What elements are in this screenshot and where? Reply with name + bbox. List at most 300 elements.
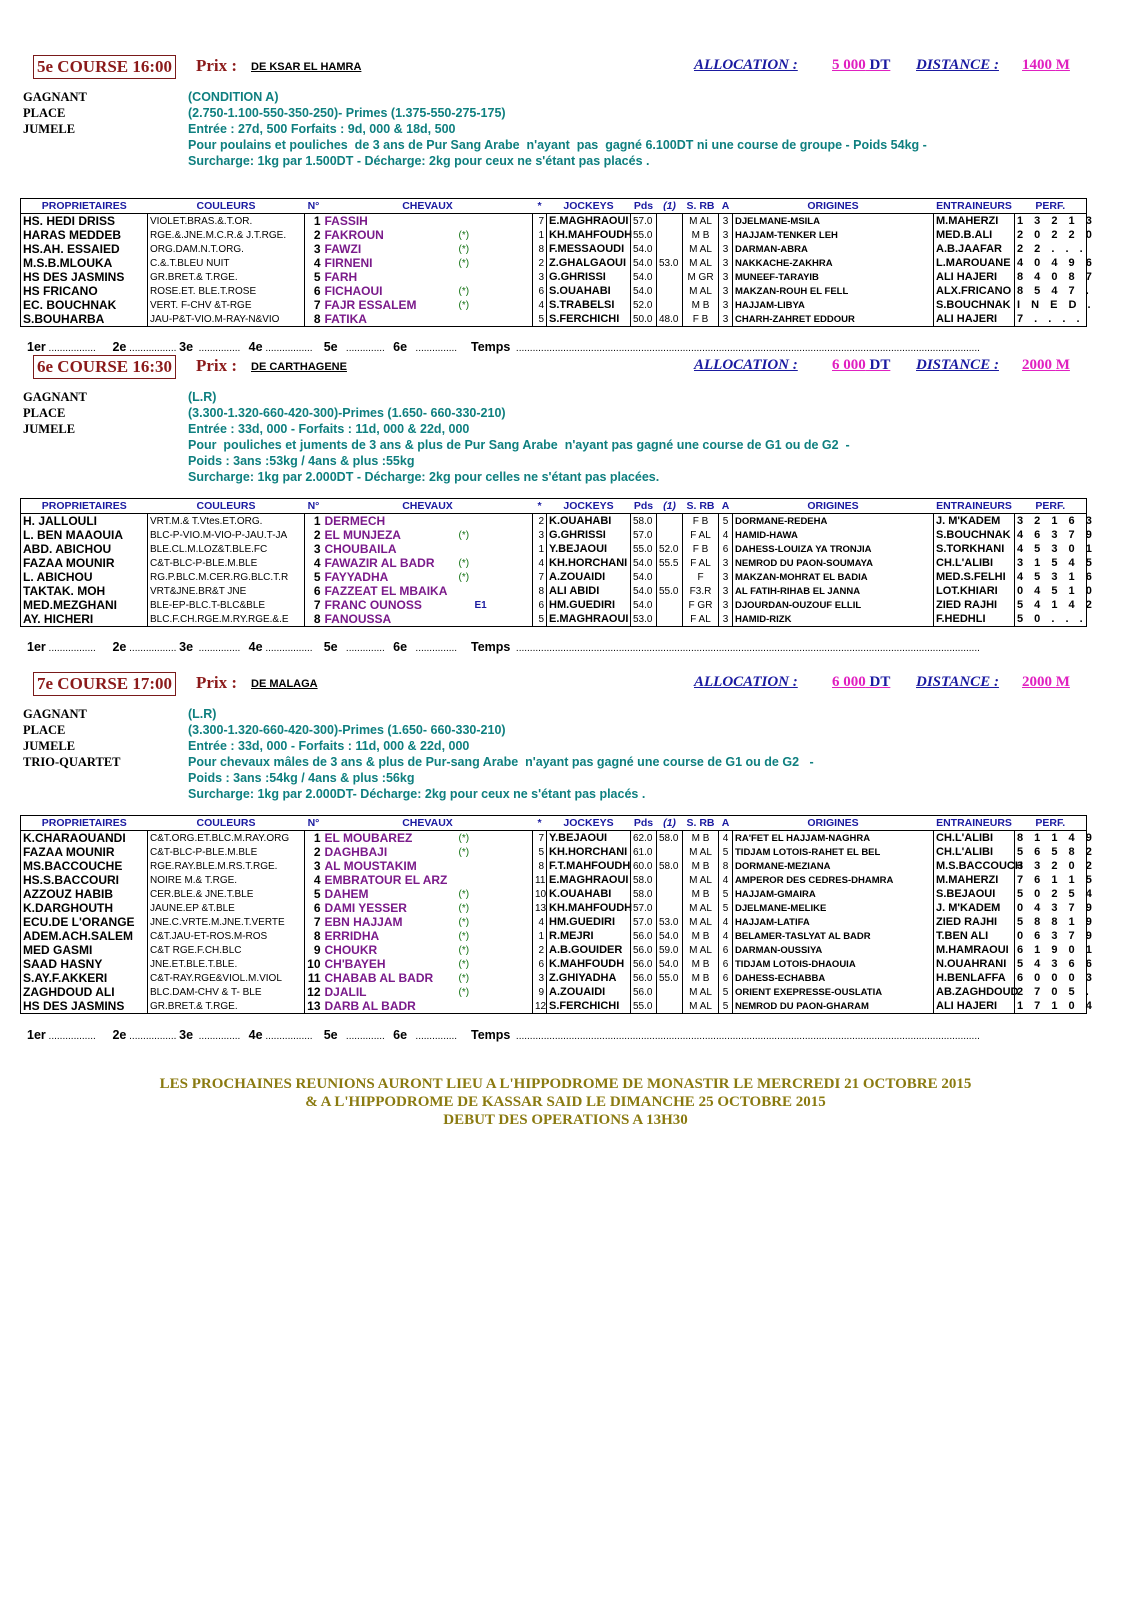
race-header	[20, 672, 1112, 696]
cell-orig: HAMID-HAWA	[733, 528, 934, 542]
cell-orig: TIDJAM LOTOIS-DHAOUIA	[733, 957, 934, 971]
horse-name: FARH	[324, 269, 358, 284]
horse-name: FRANC OUNOSS	[324, 597, 422, 612]
cell-col: JNE.C.VRTE.M.JNE.T.VERTE	[148, 915, 305, 929]
results-line[interactable]	[27, 1028, 980, 1042]
cell-pds: 54.0	[631, 556, 657, 570]
fill-dots[interactable]: ...............	[407, 1030, 471, 1042]
results-line[interactable]	[27, 340, 980, 354]
cell-ord: 1	[533, 542, 547, 556]
cell-perf: 6 0 0 0 3	[1015, 971, 1087, 985]
cell-ent: J. M'KADEM	[934, 514, 1015, 529]
cell-srb: M AL	[683, 873, 719, 887]
cell-srb: M AL	[683, 214, 719, 229]
cell-ord: 6	[533, 284, 547, 298]
cell-ent: M.MAHERZI	[934, 873, 1015, 887]
first-time-marker: (*)	[458, 846, 470, 858]
cell-prop: S.BOUHARBA	[23, 311, 105, 326]
runner-row[interactable]	[21, 284, 1087, 298]
cell-num: 5	[305, 270, 323, 284]
runner-row[interactable]	[21, 887, 1087, 901]
first-time-marker: (*)	[458, 285, 470, 297]
runner-row[interactable]	[21, 929, 1087, 943]
cell-jockey: KH.HORCHANI	[547, 845, 631, 859]
cell-a: 4	[719, 873, 733, 887]
column-header: ORIGINES	[733, 199, 934, 214]
cell-prop: H. JALLOULI	[21, 514, 148, 529]
cell-pds2	[657, 901, 683, 915]
first-time-marker: (*)	[458, 243, 470, 255]
cell-num: 4	[305, 256, 323, 270]
cell-pds: 58.0	[631, 887, 657, 901]
cell-ent: ALI HAJERI	[934, 312, 1015, 327]
runner-row[interactable]	[21, 242, 1087, 256]
horse-name: DJALIL	[324, 984, 367, 999]
cell-jockey: HM.GUEDIRI	[547, 598, 631, 612]
result-6th-slot: 6e	[393, 1027, 408, 1042]
table-header-row	[21, 199, 1087, 214]
cell-col: CER.BLE.& JNE.T.BLE	[148, 887, 305, 901]
cell-ord: 8	[533, 584, 547, 598]
cell-num: 5	[305, 887, 323, 901]
runner-row[interactable]	[21, 831, 1087, 846]
cell-col: BLC.F.CH.RGE.M.RY.RGE.&.E	[148, 612, 305, 627]
column-header: S. RB	[683, 816, 719, 831]
cell-pds2: 48.0	[657, 312, 683, 327]
horse-name: FAWZI	[324, 241, 362, 256]
cell-horse	[323, 284, 533, 298]
runners-table	[20, 498, 1096, 627]
bet-type-label: TRIO-QUARTET	[23, 755, 121, 769]
cell-prop: HS DES JASMINS	[23, 998, 125, 1013]
cell-horse	[323, 242, 533, 256]
fill-dots[interactable]: ...............	[193, 1030, 249, 1042]
cell-prop: HARAS MEDDEB	[23, 227, 122, 242]
cell-srb: M B	[683, 859, 719, 873]
horse-name: ERRIDHA	[324, 928, 380, 943]
fill-dots[interactable]: .................	[126, 342, 180, 354]
column-header: A	[719, 199, 733, 214]
cell-ent: S.TORKHANI	[934, 542, 1015, 556]
fill-dots[interactable]: .................	[126, 642, 180, 654]
fill-dots[interactable]: .................	[262, 642, 324, 654]
bet-type-label: GAGNANT	[23, 90, 87, 104]
cell-srb: M AL	[683, 915, 719, 929]
cell-a: 3	[719, 570, 733, 584]
cell-ent: MED.S.FELHI	[934, 570, 1015, 584]
course-title: 6e COURSE 16:30	[33, 355, 176, 379]
result-2nd-slot: 2e	[112, 339, 127, 354]
fill-dots[interactable]: .................	[45, 642, 113, 654]
cell-a: 6	[719, 971, 733, 985]
cell-prop: HS DES JASMINS	[23, 269, 125, 284]
column-header: CHEVAUX	[323, 816, 533, 831]
cell-a: 5	[719, 514, 733, 529]
cell-col: C.&.T.BLEU NUIT	[148, 256, 305, 270]
cell-srb: F B	[683, 542, 719, 556]
cell-a: 5	[719, 985, 733, 999]
cell-srb: M B	[683, 971, 719, 985]
cell-perf: 2 0 2 2 0	[1015, 228, 1087, 242]
cell-ord: 9	[533, 985, 547, 999]
cell-ord: 5	[533, 845, 547, 859]
fill-dots[interactable]: .................	[262, 342, 324, 354]
cell-perf: 6 1 9 0 1	[1015, 943, 1087, 957]
runner-row[interactable]	[21, 957, 1087, 971]
cell-horse	[323, 598, 533, 612]
runner-row[interactable]	[21, 556, 1087, 570]
cell-perf: I N E D .	[1015, 298, 1087, 312]
cell-horse	[323, 556, 533, 570]
column-header: PROPRIETAIRES	[21, 816, 148, 831]
course-title: 5e COURSE 16:00	[33, 55, 176, 79]
fill-dots[interactable]: .................	[45, 1030, 113, 1042]
cell-pds: 58.0	[631, 514, 657, 529]
cell-pds: 57.0	[631, 214, 657, 229]
fill-dots[interactable]: .................	[262, 1030, 324, 1042]
cell-ord: 3	[533, 528, 547, 542]
cell-srb: F AL	[683, 612, 719, 627]
cell-srb: M AL	[683, 242, 719, 256]
cell-orig: DAHESS-ECHABBA	[733, 971, 934, 985]
cell-prop: AY. HICHERI	[23, 611, 94, 626]
cell-col: JAU-P&T-VIO.M-RAY-N&VIO	[148, 312, 305, 327]
cell-orig: MAKZAN-ROUH EL FELL	[733, 284, 934, 298]
cell-prop: K.DARGHOUTH	[23, 900, 113, 915]
fill-dots[interactable]: ...............	[193, 342, 249, 354]
cell-num: 8	[305, 929, 323, 943]
cell-col: VERT. F-CHV &T-RGE	[148, 298, 305, 312]
column-header: *	[533, 816, 547, 831]
fill-dots[interactable]: ..............	[337, 1030, 394, 1042]
first-time-marker: (*)	[458, 958, 470, 970]
column-header: JOCKEYS	[547, 816, 631, 831]
column-header: COULEURS	[148, 199, 305, 214]
cell-horse	[323, 985, 533, 999]
column-header: N°	[305, 199, 323, 214]
horse-name: FAYYADHA	[324, 569, 389, 584]
bet-type-label: JUMELE	[23, 422, 76, 436]
cell-perf: 5 0 2 5 4	[1015, 887, 1087, 901]
cell-pds2: 53.0	[657, 915, 683, 929]
condition-line: Surcharge: 1kg par 1.500DT - Décharge: 2kg pour ceux ne s'étant pas placés .	[188, 154, 650, 168]
cell-prop: MED.MEZGHANI	[23, 597, 117, 612]
cell-perf: 7 6 1 1 5	[1015, 873, 1087, 887]
fill-dots[interactable]: .......................................................................................................................................................................	[510, 642, 980, 654]
cell-srb: F AL	[683, 528, 719, 542]
distance-value: 1400 M	[1022, 57, 1070, 73]
results-line[interactable]	[27, 640, 980, 654]
cell-ord: 7	[533, 214, 547, 229]
cell-perf: 4 0 4 9 6	[1015, 256, 1087, 270]
cell-col: C&T-RAY.RGE&VIOL.M.VIOL	[148, 971, 305, 985]
cell-prop: HS FRICANO	[23, 283, 98, 298]
runner-row[interactable]	[21, 598, 1087, 612]
cell-ord: 1	[533, 929, 547, 943]
cell-prop: MED GASMI	[23, 942, 93, 957]
race-header	[20, 355, 1112, 379]
fill-dots[interactable]: .......................................................................................................................................................................	[510, 1030, 980, 1042]
race-header	[20, 55, 1112, 79]
fill-dots[interactable]: .................	[45, 342, 113, 354]
cell-horse	[323, 584, 533, 598]
runner-row[interactable]	[21, 612, 1087, 627]
horse-name: FIRNENI	[324, 255, 373, 270]
horse-name: FAKROUN	[324, 227, 384, 242]
runner-row[interactable]	[21, 514, 1087, 529]
cell-pds2: 58.0	[657, 859, 683, 873]
condition-line: (2.750-1.100-550-350-250)- Primes (1.375-550-275-175)	[188, 106, 506, 120]
fill-dots[interactable]: .......................................................................................................................................................................	[510, 342, 980, 354]
cell-srb: M AL	[683, 999, 719, 1014]
cell-col: BLC.DAM-CHV & T- BLE	[148, 985, 305, 999]
cell-srb: M B	[683, 929, 719, 943]
cell-jockey: A.B.GOUIDER	[547, 943, 631, 957]
horse-name: CHOUKR	[324, 942, 378, 957]
cell-prop: M.S.B.MLOUKA	[23, 255, 113, 270]
cell-horse	[323, 831, 533, 846]
runner-row[interactable]	[21, 228, 1087, 242]
cell-perf: 5 8 8 1 9	[1015, 915, 1087, 929]
cell-orig: MAKZAN-MOHRAT EL BADIA	[733, 570, 934, 584]
horse-name: EMBRATOUR EL ARZ	[324, 872, 448, 887]
result-5th-slot: 5e	[323, 639, 338, 654]
cell-pds2	[657, 228, 683, 242]
cell-srb: F	[683, 570, 719, 584]
cell-perf: 8 1 1 4 9	[1015, 831, 1087, 846]
cell-ent: F.HEDHLI	[934, 612, 1015, 627]
horse-name: FASSIH	[324, 213, 368, 228]
runner-row[interactable]	[21, 270, 1087, 284]
result-6th-slot: 6e	[393, 639, 408, 654]
cell-num: 13	[305, 999, 323, 1014]
cell-horse	[323, 887, 533, 901]
runner-row[interactable]	[21, 542, 1087, 556]
result-time-slot: Temps	[470, 339, 511, 354]
cell-srb: M B	[683, 887, 719, 901]
runner-row[interactable]	[21, 985, 1087, 999]
cell-jockey: S.TRABELSI	[547, 298, 631, 312]
column-header: COULEURS	[148, 816, 305, 831]
cell-col: C&T.ORG.ET.BLC.M.RAY.ORG	[148, 831, 305, 846]
bet-type-label: PLACE	[23, 406, 66, 420]
cell-prop: ZAGHDOUD ALI	[23, 984, 115, 999]
cell-horse	[323, 873, 533, 887]
cell-pds: 52.0	[631, 298, 657, 312]
cell-pds: 56.0	[631, 957, 657, 971]
cell-orig: DORMANE-MEZIANA	[733, 859, 934, 873]
cell-pds: 54.0	[631, 598, 657, 612]
cell-srb: F3.R	[683, 584, 719, 598]
bet-type-label: JUMELE	[23, 122, 76, 136]
runner-row[interactable]	[21, 214, 1087, 229]
cell-pds2: 54.0	[657, 957, 683, 971]
cell-ord: 5	[533, 612, 547, 627]
cell-jockey: HM.GUEDIRI	[547, 915, 631, 929]
result-3rd-slot: 3e	[179, 1027, 194, 1042]
column-header: A	[719, 816, 733, 831]
fill-dots[interactable]: ..............	[337, 642, 394, 654]
runner-row[interactable]	[21, 901, 1087, 915]
footer-announcement	[0, 1075, 1131, 1129]
cell-orig: CHARH-ZAHRET EDDOUR	[733, 312, 934, 327]
fill-dots[interactable]: ...............	[193, 642, 249, 654]
cell-ent: CH.L'ALIBI	[934, 845, 1015, 859]
cell-ord: 4	[533, 298, 547, 312]
allocation-label: ALLOCATION :	[694, 357, 798, 373]
cell-srb: F B	[683, 312, 719, 327]
cell-prop: HS.S.BACCOURI	[23, 872, 120, 887]
cell-perf: 7 . . . .	[1015, 312, 1087, 327]
column-header: PROPRIETAIRES	[21, 199, 148, 214]
column-header: CHEVAUX	[323, 499, 533, 514]
cell-orig: DJELMANE-MELIKE	[733, 901, 934, 915]
cell-col: ORG.DAM.N.T.ORG.	[148, 242, 305, 256]
cell-orig: MUNEEF-TARAYIB	[733, 270, 934, 284]
cell-jockey: S.OUAHABI	[547, 284, 631, 298]
cell-perf: 5 6 5 8 2	[1015, 845, 1087, 859]
cell-num: 9	[305, 943, 323, 957]
cell-ent: S.BOUCHNAK	[934, 298, 1015, 312]
runner-row[interactable]	[21, 312, 1087, 327]
first-time-marker: (*)	[458, 902, 470, 914]
fill-dots[interactable]: ...............	[407, 342, 471, 354]
cell-pds2: 58.0	[657, 831, 683, 846]
cell-prop: SAAD HASNY	[23, 956, 103, 971]
runner-row[interactable]	[21, 971, 1087, 985]
footer-line: LES PROCHAINES REUNIONS AURONT LIEU A L'HIPPODROME DE MONASTIR LE MERCREDI 21 OCTOBRE 2015	[159, 1076, 972, 1092]
cell-orig: HAJJAM-LATIFA	[733, 915, 934, 929]
cell-jockey: R.MEJRI	[547, 929, 631, 943]
condition-line: Entrée : 33d, 000 - Forfaits : 11d, 000 & 22d, 000	[188, 739, 470, 753]
cell-ord: 7	[533, 831, 547, 846]
cell-jockey: E.MAGHRAOUI	[547, 873, 631, 887]
cell-horse	[323, 514, 533, 529]
column-header: COULEURS	[148, 499, 305, 514]
cell-srb: M AL	[683, 901, 719, 915]
cell-horse	[323, 943, 533, 957]
result-time-slot: Temps	[470, 1027, 511, 1042]
runner-row[interactable]	[21, 859, 1087, 873]
cell-pds2	[657, 887, 683, 901]
distance-unit: M	[1055, 57, 1070, 73]
runner-row[interactable]	[21, 256, 1087, 270]
cell-orig: DARMAN-OUSSIYA	[733, 943, 934, 957]
runner-row[interactable]	[21, 570, 1087, 584]
column-header: PERF.	[1015, 199, 1087, 214]
cell-pds: 55.0	[631, 999, 657, 1014]
entry-marker: E1	[474, 599, 487, 611]
runner-row[interactable]	[21, 999, 1087, 1014]
cell-num: 10	[305, 957, 323, 971]
bet-type-label: PLACE	[23, 723, 66, 737]
cell-orig: DARMAN-ABRA	[733, 242, 934, 256]
column-header: PROPRIETAIRES	[21, 499, 148, 514]
cell-srb: F B	[683, 514, 719, 529]
runner-row[interactable]	[21, 943, 1087, 957]
cell-perf: 5 0 . . .	[1015, 612, 1087, 627]
cell-col: VRT.M.& T.Vtes.ET.ORG.	[148, 514, 305, 529]
cell-ent: ALI HAJERI	[934, 999, 1015, 1014]
cell-num: 7	[305, 915, 323, 929]
cell-col: VIOLET.BRAS.&.T.OR.	[148, 214, 305, 229]
horse-name: DAMI YESSER	[324, 900, 407, 915]
cell-pds2: 55.0	[657, 584, 683, 598]
cell-num: 6	[305, 901, 323, 915]
fill-dots[interactable]: ...............	[407, 642, 471, 654]
cell-col: RGE.&.JNE.M.C.R.& J.T.RGE.	[148, 228, 305, 242]
runner-row[interactable]	[21, 845, 1087, 859]
horse-name: EL MUNJEZA	[324, 527, 401, 542]
cell-ord: 7	[533, 570, 547, 584]
column-header: Pds	[631, 499, 657, 514]
cell-a: 3	[719, 584, 733, 598]
runner-row[interactable]	[21, 873, 1087, 887]
cell-pds: 54.0	[631, 256, 657, 270]
cell-srb: M AL	[683, 943, 719, 957]
cell-horse	[323, 228, 533, 242]
cell-srb: M B	[683, 831, 719, 846]
cell-pds: 54.0	[631, 570, 657, 584]
cell-pds2	[657, 270, 683, 284]
first-time-marker: (*)	[458, 930, 470, 942]
runner-row[interactable]	[21, 298, 1087, 312]
cell-prop: ECU.DE L'ORANGE	[23, 914, 135, 929]
cell-num: 8	[305, 312, 323, 327]
runner-row[interactable]	[21, 528, 1087, 542]
cell-pds: 56.0	[631, 929, 657, 943]
result-1st-slot: 1er	[27, 339, 46, 354]
cell-perf: 2 2 . . .	[1015, 242, 1087, 256]
cell-perf: 0 4 3 7 9	[1015, 901, 1087, 915]
cell-num: 2	[305, 228, 323, 242]
cell-pds: 57.0	[631, 901, 657, 915]
runner-row[interactable]	[21, 915, 1087, 929]
cell-ord: 1	[533, 228, 547, 242]
cell-col: C&T.JAU-ET-ROS.M-ROS	[148, 929, 305, 943]
cell-pds2	[657, 214, 683, 229]
cell-horse	[323, 999, 533, 1014]
cell-pds2: 59.0	[657, 943, 683, 957]
cell-prop: S.AY.F.AKKERI	[23, 970, 108, 985]
cell-perf: 3 1 5 4 5	[1015, 556, 1087, 570]
fill-dots[interactable]: ..............	[337, 342, 394, 354]
cell-num: 7	[305, 298, 323, 312]
cell-jockey: K.OUAHABI	[547, 887, 631, 901]
cell-col: ROSE.ET. BLE.T.ROSE	[148, 284, 305, 298]
cell-pds: 54.0	[631, 242, 657, 256]
result-time-slot: Temps	[470, 639, 511, 654]
cell-ord: 2	[533, 256, 547, 270]
cell-jockey: A.ZOUAIDI	[547, 985, 631, 999]
cell-a: 4	[719, 915, 733, 929]
cell-jockey: KH.HORCHANI	[547, 556, 631, 570]
cell-prop: K.CHARAOUANDI	[21, 831, 148, 846]
cell-orig: NEMROD DU PAON-SOUMAYA	[733, 556, 934, 570]
horse-name: DAHEM	[324, 886, 369, 901]
runner-row[interactable]	[21, 584, 1087, 598]
first-time-marker: (*)	[458, 529, 470, 541]
cell-pds2	[657, 284, 683, 298]
distance-unit: M	[1055, 674, 1070, 690]
column-header: A	[719, 499, 733, 514]
cell-jockey: G.GHRISSI	[547, 270, 631, 284]
cell-a: 3	[719, 556, 733, 570]
cell-prop: L. BEN MAAOUIA	[23, 527, 123, 542]
horse-name: FAJR ESSALEM	[324, 297, 417, 312]
fill-dots[interactable]: .................	[126, 1030, 180, 1042]
cell-ent: S.BOUCHNAK	[934, 528, 1015, 542]
